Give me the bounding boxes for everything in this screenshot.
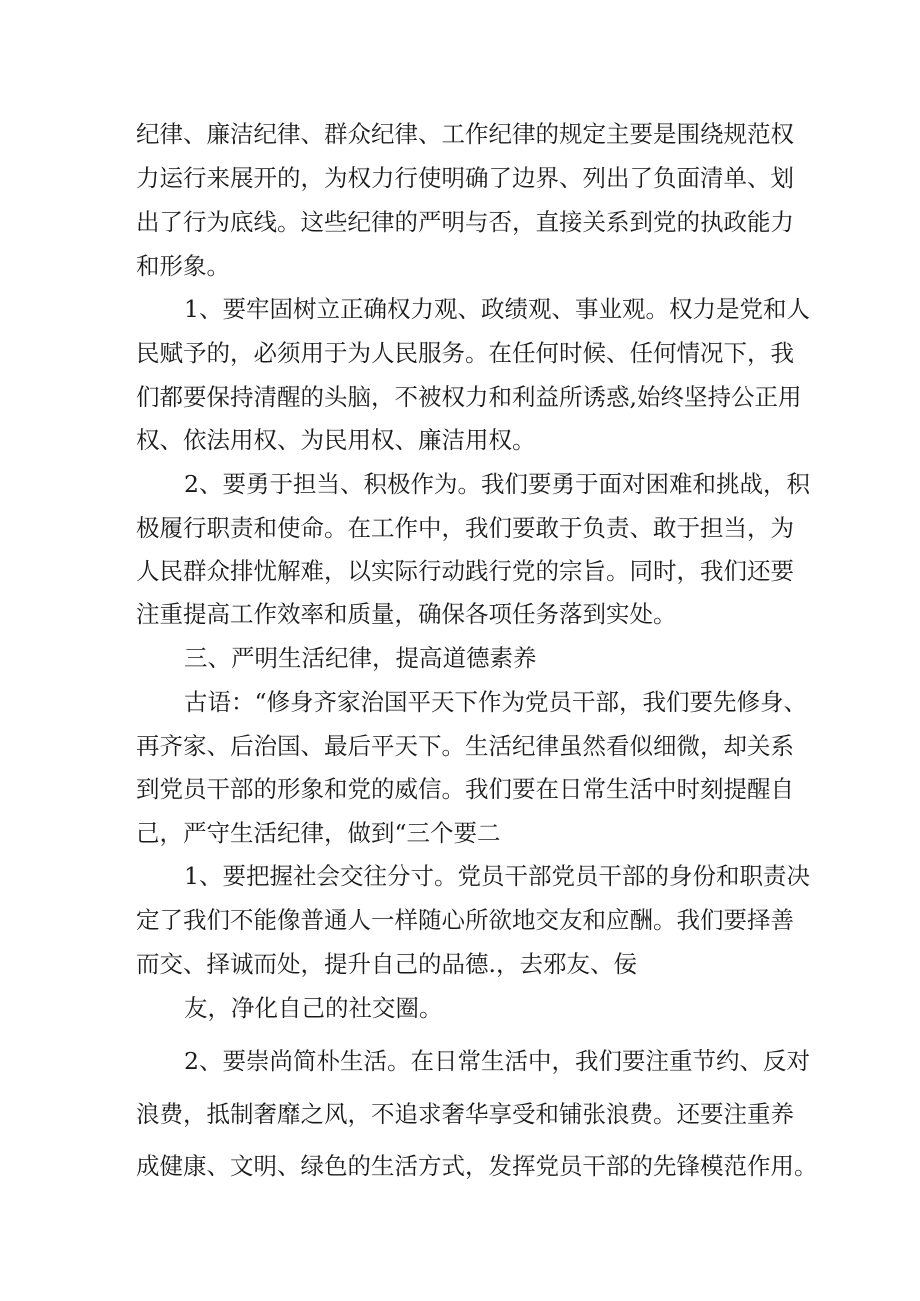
quote-line-4: 己，严守生活纪律，做到“三个要二	[136, 819, 501, 847]
sub2-line-1: 2、要崇尚简朴生活。在日常生活中，我们要注重节约、反对	[184, 1047, 810, 1075]
quote-line-3: 到党员干部的形象和党的威信。我们要在日常生活中时刻提醒自	[136, 775, 794, 803]
item2-line-3: 人民群众排忧解难，以实际行动践行党的宗旨。同时，我们还要	[136, 557, 794, 585]
intro-line-4: 和形象。	[136, 252, 230, 280]
intro-line-2: 力运行来展开的，为权力行使明确了边界、列出了负面清单、划	[136, 164, 794, 192]
intro-line-1: 纪律、廉洁纪律、群众纪律、工作纪律的规定主要是围绕规范权	[136, 120, 794, 148]
sub1-line-3: 而交、择诚而处，提升自己的品德.，去邪友、佞	[136, 950, 637, 978]
sub1-line-1: 1、要把握社会交往分寸。党员干部党员干部的身份和职责决	[184, 862, 810, 890]
intro-line-3: 出了行为底线。这些纪律的严明与否，直接关系到党的执政能力	[136, 208, 794, 236]
item1-line-4: 权、依法用权、为民用权、廉洁用权。	[136, 426, 536, 454]
section3-heading: 三、严明生活纪律，提高道德素养	[184, 644, 537, 672]
sub2-line-3: 成健康、文明、绿色的生活方式，发挥党员干部的先锋模范作用。	[136, 1152, 818, 1180]
sub2-line-2: 浪费，抵制奢靡之风，不追求奢华享受和铺张浪费。还要注重养	[136, 1100, 794, 1128]
quote-line-1: 古语：“修身齐家治国平天下作为党员干部，我们要先修身、	[184, 688, 808, 716]
item1-line-3: 们都要保持清醒的头脑，不被权力和利益所诱惑,始终坚持公正用	[136, 383, 802, 411]
sub1-tail: 友，净化自己的社交圈。	[184, 994, 443, 1022]
quote-line-2: 再齐家、后治国、最后平天下。生活纪律虽然看似细微，却关系	[136, 732, 794, 760]
sub1-line-2: 定了我们不能像普通人一样随心所欲地交友和应酬。我们要择善	[136, 906, 794, 934]
item2-line-4: 注重提高工作效率和质量，确保各项任务落到实处。	[136, 600, 677, 628]
item2-line-1: 2、要勇于担当、积极作为。我们要勇于面对困难和挑战，积	[184, 470, 810, 498]
item2-line-2: 极履行职责和使命。在工作中，我们要敢于负责、敢于担当，为	[136, 514, 794, 542]
item1-line-2: 民赋予的，必须用于为人民服务。在任何时候、任何情况下，我	[136, 339, 794, 367]
item1-line-1: 1、要牢固树立正确权力观、政绩观、事业观。权力是党和人	[184, 295, 810, 323]
